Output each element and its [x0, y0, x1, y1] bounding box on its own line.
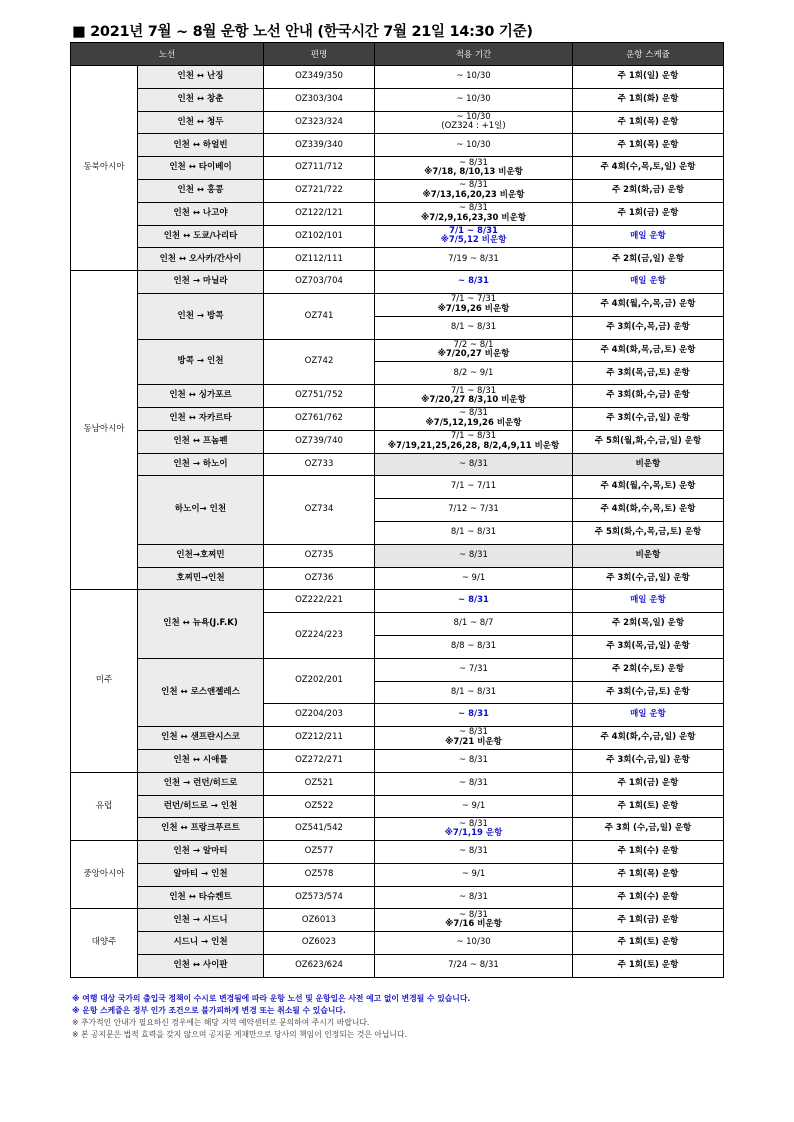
- table-header-row: [71, 43, 724, 66]
- table-row: [71, 134, 724, 157]
- period-cell: [375, 613, 573, 636]
- schedule-cell: 주 3회(목,금,토) 운항: [573, 362, 724, 385]
- notice-line: ※ 추가적인 안내가 필요하신 경우에는 해당 지역 예약센터로 문의하여 주시기 바랍니다.: [72, 1018, 370, 1027]
- flight-number-cell: OZ6013: [264, 909, 375, 932]
- schedule-cell: 주 1회(금) 운항: [573, 909, 724, 932]
- schedule-cell: 주 2회(수,토) 운항: [573, 658, 724, 681]
- period-cell: [375, 932, 573, 955]
- schedule-cell: 주 1회(목) 운항: [573, 111, 724, 134]
- schedule-cell: 주 3회(수,금,일) 운항: [573, 407, 724, 430]
- flight-number-cell: OZ721/722: [264, 179, 375, 202]
- route-cell: 알마티 → 인천: [138, 863, 264, 886]
- period-note: (OZ324 : +1일): [441, 121, 506, 132]
- period-text: ~ 8/31: [459, 157, 488, 168]
- schedule-cell: 주 1회(수) 운항: [573, 841, 724, 864]
- region-cell: 대양주: [71, 909, 138, 977]
- route-cell: 인천 ↔ 뉴욕(J.F.K): [138, 590, 264, 658]
- table-row: [71, 909, 724, 932]
- route-cell: 인천 ↔ 하얼빈: [138, 134, 264, 157]
- table-row: [71, 818, 724, 841]
- period-cell: [375, 567, 573, 590]
- period-text: ~ 9/1: [461, 800, 486, 811]
- period-text: 8/2 ~ 9/1: [453, 367, 494, 378]
- period-text: 8/1 ~ 8/31: [450, 527, 497, 538]
- period-text: ~ 8/31: [459, 458, 488, 469]
- route-cell: 인천 ↔ 프랑크푸르트: [138, 818, 264, 841]
- flight-number-cell: OZ733: [264, 453, 375, 476]
- route-cell: 인천 ↔ 로스앤젤레스: [138, 658, 264, 726]
- route-cell: 인천 ↔ 청두: [138, 111, 264, 134]
- period-cell: [375, 271, 573, 294]
- period-text: ~ 8/31: [459, 755, 488, 766]
- period-cell: [375, 590, 573, 613]
- schedule-cell: 주 3회(수,금,토) 운항: [573, 681, 724, 704]
- flight-number-cell: OZ751/752: [264, 385, 375, 408]
- period-cell: [375, 658, 573, 681]
- flight-number-cell: OZ742: [264, 339, 375, 385]
- schedule-cell: 주 4회(화,수,목,토) 운항: [573, 499, 724, 522]
- table-row: [71, 727, 724, 750]
- flight-number-cell: OZ739/740: [264, 430, 375, 453]
- period-text: ~ 8/31: [459, 891, 488, 902]
- period-text: 7/1 ~ 8/31: [450, 431, 497, 442]
- period-text: ~ 8/31: [459, 180, 488, 191]
- notice-line: ※ 본 공지문은 법적 효력을 갖지 않으며 공지문 게재만으로 당사의 책임이 인정되는 것은 아닙니다.: [72, 1030, 407, 1039]
- schedule-cell: 주 5회(월,화,수,금,일) 운항: [573, 430, 724, 453]
- period-note: ※7/21 비운항: [445, 737, 502, 747]
- flight-number-cell: OZ741: [264, 293, 375, 339]
- flight-number-cell: OZ112/111: [264, 248, 375, 271]
- schedule-cell: 주 2회(금,일) 운항: [573, 248, 724, 271]
- table-row: [71, 225, 724, 248]
- route-cell: 호찌민→인천: [138, 567, 264, 590]
- flight-number-cell: OZ522: [264, 795, 375, 818]
- table-row: [71, 749, 724, 772]
- period-text: ~ 10/30: [456, 139, 491, 150]
- period-cell: [375, 544, 573, 567]
- flight-number-cell: OZ521: [264, 772, 375, 795]
- period-text: ~ 8/31: [459, 727, 488, 738]
- schedule-cell: 주 1회(목) 운항: [573, 863, 724, 886]
- period-text: 7/1 ~ 7/31: [450, 294, 497, 305]
- schedule-cell: 주 2회(목,일) 운항: [573, 613, 724, 636]
- table-row: [71, 955, 724, 978]
- flight-number-cell: OZ735: [264, 544, 375, 567]
- schedule-cell: 주 5회(화,수,목,금,토) 운항: [573, 521, 724, 544]
- route-cell: 인천 ↔ 오사카/간사이: [138, 248, 264, 271]
- flight-number-cell: OZ272/271: [264, 749, 375, 772]
- schedule-cell: 주 2회(화,금) 운항: [573, 179, 724, 202]
- notice-line: ※ 여행 대상 국가의 출입국 정책이 수시로 변경됨에 따라 운항 노선 및 운항일은 사전 예고 없이 변경될 수 있습니다.: [72, 994, 471, 1003]
- route-cell: 인천 ↔ 시애틀: [138, 749, 264, 772]
- region-cell: 동남아시아: [71, 271, 138, 590]
- schedule-cell: 주 3회(수,목,금) 운항: [573, 316, 724, 339]
- flight-number-cell: OZ736: [264, 567, 375, 590]
- period-text: ~ 10/30: [456, 111, 491, 122]
- period-text: ~ 9/1: [461, 572, 486, 583]
- flight-number-cell: OZ711/712: [264, 157, 375, 180]
- schedule-cell: 주 1회(토) 운항: [573, 795, 724, 818]
- flight-number-cell: OZ734: [264, 476, 375, 544]
- period-cell: [375, 635, 573, 658]
- schedule-cell: 주 4회(수,목,토,일) 운항: [573, 157, 724, 180]
- flight-number-cell: OZ122/121: [264, 202, 375, 225]
- period-text: ~ 8/31: [459, 846, 488, 857]
- route-cell: 인천 ↔ 프놈펜: [138, 430, 264, 453]
- schedule-cell: 주 4회(월,수,목,토) 운항: [573, 476, 724, 499]
- period-cell: [375, 818, 573, 841]
- route-cell: 인천 ↔ 사이판: [138, 955, 264, 978]
- route-cell: 하노이→ 인천: [138, 476, 264, 544]
- schedule-cell: 주 1회(화) 운항: [573, 88, 724, 111]
- period-cell: [375, 772, 573, 795]
- schedule-cell: 주 3회(수,금,일) 운항: [573, 567, 724, 590]
- table-row: [71, 430, 724, 453]
- flight-number-cell: OZ623/624: [264, 955, 375, 978]
- table-row: [71, 293, 724, 316]
- notice-line: ※ 운항 스케쥴은 정부 인가 조건으로 불가피하게 변경 또는 취소될 수 있습니다.: [72, 1006, 346, 1015]
- period-note: ※7/1,19 운항: [444, 828, 503, 839]
- schedule-cell: 주 1회(금) 운항: [573, 202, 724, 225]
- schedule-cell: 주 3회(목,금,일) 운항: [573, 635, 724, 658]
- table-row: [71, 202, 724, 225]
- period-cell: [375, 225, 573, 248]
- period-cell: [375, 453, 573, 476]
- route-cell: 인천 ↔ 샌프란시스코: [138, 727, 264, 750]
- schedule-cell: 주 4회(화,목,금,토) 운항: [573, 339, 724, 362]
- notes-section: [72, 993, 470, 1041]
- route-cell: 인천 ↔ 홍콩: [138, 179, 264, 202]
- period-note: ※7/20,27 비운항: [437, 349, 510, 360]
- table-row: [71, 271, 724, 294]
- schedule-cell: 주 3회(수,금,일) 운항: [573, 749, 724, 772]
- schedule-cell: 주 1회(목) 운항: [573, 134, 724, 157]
- period-note: ※7/13,16,20,23 비운항: [422, 189, 525, 200]
- route-cell: 방콕 → 인천: [138, 339, 264, 385]
- flight-number-cell: OZ222/221: [264, 590, 375, 613]
- table-row: [71, 886, 724, 909]
- flight-number-cell: OZ578: [264, 863, 375, 886]
- region-cell: 중앙아시아: [71, 841, 138, 909]
- route-cell: 인천 → 마닐라: [138, 271, 264, 294]
- period-cell: [375, 795, 573, 818]
- period-cell: [375, 202, 573, 225]
- flight-number-cell: OZ349/350: [264, 66, 375, 89]
- period-text: 7/1 ~ 8/31: [450, 385, 497, 396]
- flight-number-cell: OZ102/101: [264, 225, 375, 248]
- schedule-cell: 주 4회(월,수,목,금) 운항: [573, 293, 724, 316]
- route-cell: 인천 → 런던/히드로: [138, 772, 264, 795]
- period-cell: [375, 248, 573, 271]
- route-cell: 런던/히드로 → 인천: [138, 795, 264, 818]
- table-row: [71, 772, 724, 795]
- table-row: [71, 111, 724, 134]
- schedule-cell: 비운항: [573, 453, 724, 476]
- table-row: [71, 795, 724, 818]
- period-cell: [375, 385, 573, 408]
- period-text: 7/2 ~ 8/1: [453, 339, 494, 350]
- period-cell: [375, 66, 573, 89]
- period-text: ~ 8/31: [459, 203, 488, 214]
- schedule-cell: 매일 운항: [573, 704, 724, 727]
- table-row: [71, 66, 724, 89]
- period-text: 8/1 ~ 8/31: [450, 686, 497, 697]
- route-cell: 인천 → 하노이: [138, 453, 264, 476]
- schedule-cell: 주 1회(토) 운항: [573, 932, 724, 955]
- flight-number-cell: OZ6023: [264, 932, 375, 955]
- flight-number-cell: OZ224/223: [264, 613, 375, 659]
- period-text: ~ 8/31: [459, 549, 488, 560]
- region-cell: 유럽: [71, 772, 138, 840]
- schedule-cell: 주 3회(화,수,금) 운항: [573, 385, 724, 408]
- period-text: ~ 8/31: [459, 818, 488, 829]
- period-text: 7/12 ~ 7/31: [448, 504, 499, 515]
- period-text: ~ 10/30: [456, 937, 491, 948]
- period-cell: [375, 704, 573, 727]
- period-cell: [375, 407, 573, 430]
- region-cell: 미주: [71, 590, 138, 772]
- route-cell: 인천 ↔ 싱가포르: [138, 385, 264, 408]
- period-note: ※7/18, 8/10,13 비운항: [424, 167, 523, 178]
- period-text: ~ 10/30: [456, 93, 491, 104]
- flight-number-cell: OZ703/704: [264, 271, 375, 294]
- period-text: 7/1 ~ 7/11: [450, 481, 497, 492]
- schedule-cell: 주 1회(토) 운항: [573, 955, 724, 978]
- table-row: [71, 88, 724, 111]
- period-text: 8/8 ~ 8/31: [450, 641, 497, 652]
- period-text: ~ 7/31: [459, 663, 488, 674]
- period-cell: [375, 863, 573, 886]
- flight-number-cell: OZ303/304: [264, 88, 375, 111]
- period-cell: [375, 886, 573, 909]
- period-text: 7/19 ~ 8/31: [448, 253, 499, 264]
- period-cell: [375, 476, 573, 499]
- flight-number-cell: OZ204/203: [264, 704, 375, 727]
- schedule-cell: 매일 운항: [573, 590, 724, 613]
- schedule-cell: 주 3회 (수,금,일) 운항: [573, 818, 724, 841]
- table-row: [71, 248, 724, 271]
- page-title: ■ 2021년 7월 ~ 8월 운항 노선 안내 (한국시간 7월 21일 14:30 기준): [72, 24, 533, 40]
- route-cell: 시드니 → 인천: [138, 932, 264, 955]
- table-row: [71, 863, 724, 886]
- period-text: ~ 9/1: [461, 869, 486, 880]
- route-cell: 인천 ↔ 자카르타: [138, 407, 264, 430]
- period-cell: [375, 727, 573, 750]
- route-cell: 인천 → 알마티: [138, 841, 264, 864]
- table-row: [71, 339, 724, 362]
- schedule-cell: 주 1회(수) 운항: [573, 886, 724, 909]
- period-cell: [375, 316, 573, 339]
- schedule-cell: 매일 운항: [573, 225, 724, 248]
- period-text: ~ 8/31: [459, 408, 488, 419]
- period-note: ※7/2,9,16,23,30 비운항: [420, 212, 527, 223]
- route-cell: 인천 ↔ 타이베이: [138, 157, 264, 180]
- route-cell: 인천 ↔ 도쿄/나리타: [138, 225, 264, 248]
- period-cell: [375, 430, 573, 453]
- flight-number-cell: OZ541/542: [264, 818, 375, 841]
- route-cell: 인천 ↔ 나고야: [138, 202, 264, 225]
- period-note: ※7/19,26 비운항: [437, 303, 510, 314]
- table-row: [71, 544, 724, 567]
- schedule-cell: 주 4회(화,수,금,일) 운항: [573, 727, 724, 750]
- table-row: [71, 476, 724, 499]
- period-cell: [375, 955, 573, 978]
- region-cell: 동북아시아: [71, 66, 138, 271]
- period-cell: [375, 499, 573, 522]
- period-text: ~ 8/31: [458, 276, 489, 287]
- period-note: ※7/20,27 8/3,10 비운항: [421, 395, 526, 406]
- table-row: [71, 567, 724, 590]
- period-text: 8/1 ~ 8/7: [453, 618, 494, 629]
- table-row: [71, 658, 724, 681]
- period-cell: [375, 749, 573, 772]
- period-text: 8/1 ~ 8/31: [450, 321, 497, 332]
- flight-number-cell: OZ202/201: [264, 658, 375, 704]
- route-cell: 인천→호찌민: [138, 544, 264, 567]
- flight-number-cell: OZ212/211: [264, 727, 375, 750]
- route-cell: 인천 ↔ 창춘: [138, 88, 264, 111]
- table-row: [71, 157, 724, 180]
- table-row: [71, 407, 724, 430]
- period-text: ~ 8/31: [459, 777, 488, 788]
- period-text: ~ 10/30: [456, 71, 491, 82]
- header-schedule: 운항 스케쥴: [573, 43, 724, 66]
- period-text: ~ 8/31: [458, 709, 489, 720]
- period-text: 7/1 ~ 8/31: [449, 225, 498, 236]
- period-cell: [375, 521, 573, 544]
- period-text: ~ 8/31: [459, 909, 488, 920]
- flight-number-cell: OZ323/324: [264, 111, 375, 134]
- table-row: [71, 179, 724, 202]
- table-row: [71, 841, 724, 864]
- period-cell: [375, 88, 573, 111]
- period-cell: [375, 293, 573, 316]
- flight-number-cell: OZ339/340: [264, 134, 375, 157]
- period-note: ※7/19,21,25,26,28, 8/2,4,9,11 비운항: [387, 440, 560, 451]
- period-cell: [375, 157, 573, 180]
- period-cell: [375, 179, 573, 202]
- period-note: ※7/16 비운항: [445, 919, 502, 930]
- period-cell: [375, 681, 573, 704]
- header-route: 노선: [71, 43, 264, 66]
- route-cell: 인천 → 방콕: [138, 293, 264, 339]
- schedule-cell: 주 1회(금) 운항: [573, 772, 724, 795]
- schedule-cell: 비운항: [573, 544, 724, 567]
- header-flight: 편명: [264, 43, 375, 66]
- period-text: 7/24 ~ 8/31: [448, 960, 499, 971]
- flight-number-cell: OZ761/762: [264, 407, 375, 430]
- period-cell: [375, 841, 573, 864]
- period-note: ※7/5,12,19,26 비운항: [425, 417, 522, 428]
- route-cell: 인천 ↔ 난징: [138, 66, 264, 89]
- table-row: [71, 590, 724, 613]
- header-period: 적용 기간: [375, 43, 573, 66]
- period-cell: [375, 134, 573, 157]
- route-cell: 인천 → 시드니: [138, 909, 264, 932]
- table-row: [71, 453, 724, 476]
- flight-number-cell: OZ573/574: [264, 886, 375, 909]
- schedule-table: [70, 42, 724, 978]
- table-row: [71, 385, 724, 408]
- period-cell: [375, 909, 573, 932]
- period-note: ※7/5,12 비운항: [440, 235, 507, 246]
- period-cell: [375, 362, 573, 385]
- table-row: [71, 932, 724, 955]
- period-text: ~ 8/31: [458, 595, 489, 606]
- schedule-cell: 주 1회(일) 운항: [573, 66, 724, 89]
- route-cell: 인천 ↔ 타슈켄트: [138, 886, 264, 909]
- flight-number-cell: OZ577: [264, 841, 375, 864]
- period-cell: [375, 339, 573, 362]
- schedule-cell: 매일 운항: [573, 271, 724, 294]
- period-cell: [375, 111, 573, 134]
